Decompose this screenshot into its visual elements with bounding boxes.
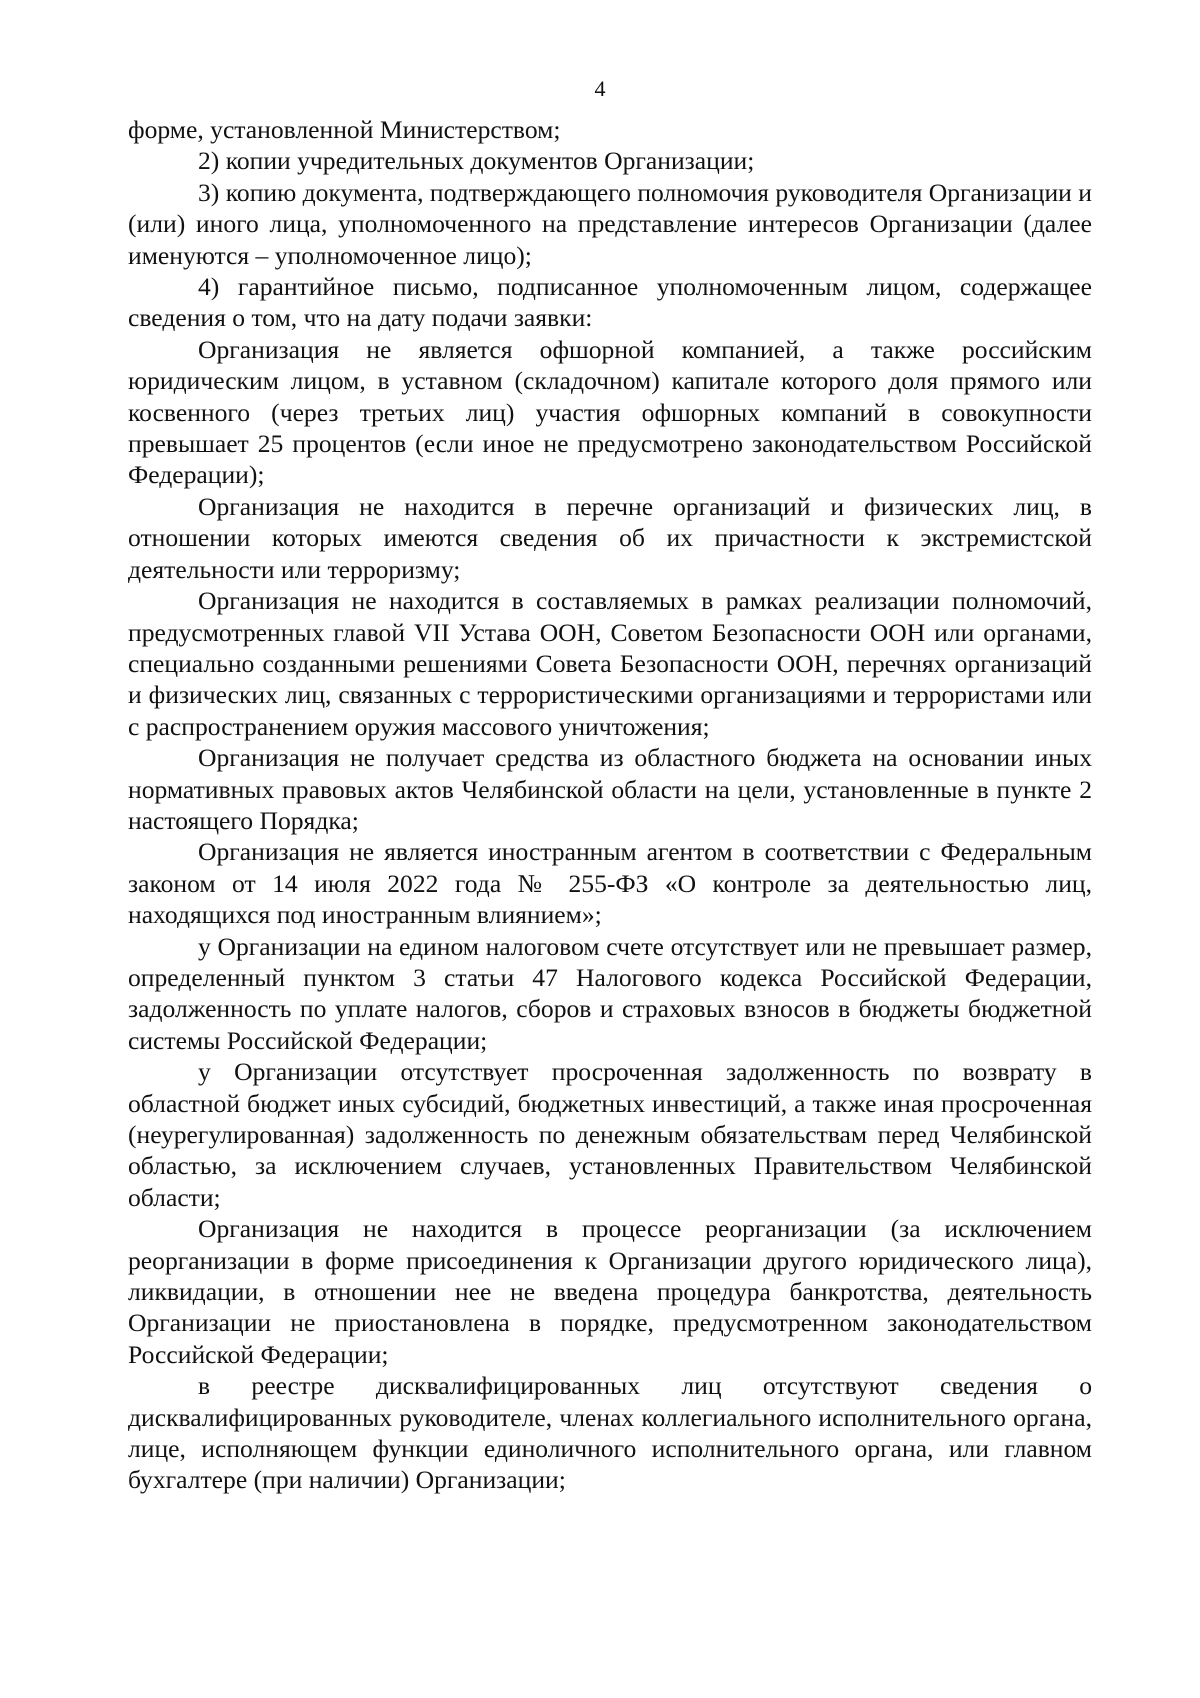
paragraph-tax-debt: у Организации на едином налоговом счете отсутствует или не превышает размер, определенный пунктом 3 статьи 47 Налогового кодекса Российской Федерации, задолженность по уплате налогов, сборов и страховых взносов в бюджеты бюджетной системы Российской Федерации; — [128, 931, 1092, 1055]
paragraph-item-2: 2) копии учредительных документов Организации; — [198, 146, 755, 176]
paragraph-un-lists: Организация не находится в составляемых в рамках реализации полномочий, предусмотренных главой VII Устава ООН, Советом Безопасности ООН или органами, специально созданными решениями Совета Безопасности ООН, перечнях организаций и физических лиц, связанных с террористическими организациями и террористами или с распространением оружия массового уничтожения; — [128, 586, 1092, 741]
paragraph-disqualified: в реестре дисквалифицированных лиц отсутствуют сведения о дисквалифицированных руководителе, членах коллегиального исполнительного органа, лице, исполняющем функции единоличного исполнительного органа, или главном бухгалтере (при наличии) Организации; — [128, 1371, 1092, 1495]
paragraph-item-4: 4) гарантийное письмо, подписанное уполномоченным лицом, содержащее сведения о том, что на дату подачи заявки: — [128, 272, 1092, 333]
paragraph-overdue-debt: у Организации отсутствует просроченная задолженность по возврату в областной бюджет иных субсидий, бюджетных инвестиций, а также иная просроченная (неурегулированная) задолженность по денежным обязательствам перед Челябинской областью, за исключением случаев, установленных Правительством Челябинской области; — [128, 1057, 1092, 1212]
page-number: 4 — [594, 76, 606, 101]
paragraph-budget-funds: Организация не получает средства из областного бюджета на основании иных нормативных правовых актов Челябинской области на цели, установленные в пункте 2 настоящего Порядка; — [128, 743, 1092, 835]
paragraph-item-3: 3) копию документа, подтверждающего полномочия руководителя Организации и (или) иного лица, уполномоченного на представление интересов Организации (далее именуются – уполномоченное лицо); — [128, 177, 1092, 270]
paragraph-reorganization: Организация не находится в процессе реорганизации (за исключением реорганизации в форме присоединения к Организации другого юридического лица), ликвидации, в отношении нее не введена процедура банкротства, деятельность Организации не приостановлена в порядке, предусмотренном законодательством Российской Федерации; — [128, 1214, 1092, 1369]
paragraph-offshore: Организация не является офшорной компанией, а также российским юридическим лицом, в уставном (складочном) капитале которого доля прямого или косвенного (через третьих лиц) участия офшорных компаний в совокупности превышает 25 процентов (если иное не предусмотрено законодательством Российской Федерации); — [128, 334, 1092, 490]
paragraph-continuation: форме, установленной Министерством; — [128, 115, 561, 144]
document-body — [128, 114, 1092, 1496]
paragraph-foreign-agent: Организация не является иностранным агентом в соответствии с Федеральным законом от 14 июля 2022 года № 255-ФЗ «О контроле за деятельностью лиц, находящихся под иностранным влиянием»; — [128, 837, 1092, 930]
paragraph-extremism: Организация не находится в перечне организаций и физических лиц, в отношении которых имеются сведения об их причастности к экстремистской деятельности или терроризму; — [128, 491, 1092, 584]
